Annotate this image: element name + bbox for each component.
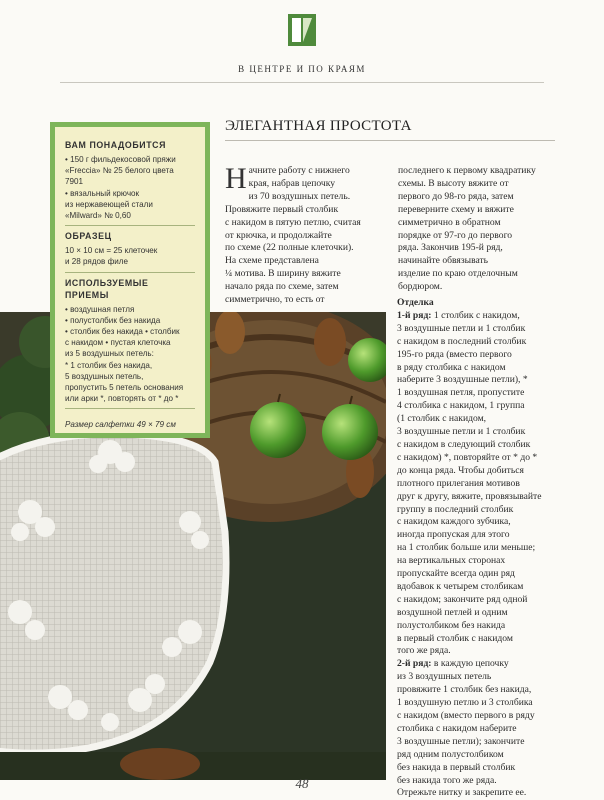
text-line: последнего к первому квадратику bbox=[398, 165, 536, 176]
text-line: от крючка, и продолжайте bbox=[225, 229, 332, 241]
text-line: Отрежьте нитку и закрепите ее. bbox=[397, 787, 527, 799]
materials-line: из нержавеющей стали bbox=[65, 199, 153, 209]
text-line: с накидом в последний столбик bbox=[397, 335, 527, 347]
text-line: порядке от 97-го до первого bbox=[398, 229, 513, 241]
text-line: плотного прилегания мотивов bbox=[397, 477, 520, 489]
sidebar-divider bbox=[65, 225, 195, 226]
text-line: ряда. Закончив 195-й ряд, bbox=[398, 242, 503, 254]
text-line: симметрично в обратном bbox=[398, 216, 501, 228]
gauge-heading: ОБРАЗЕЦ bbox=[65, 231, 112, 242]
text-line: 4 столбика с накидом, 1 группа bbox=[397, 400, 525, 412]
page-number: 48 bbox=[295, 776, 309, 791]
text-line: из 70 воздушных петель. bbox=[248, 190, 351, 202]
text-line: с накидом) *, повторяйте от * до * bbox=[397, 451, 538, 463]
materials-line: «Milward» № 0,60 bbox=[65, 210, 131, 220]
text-line: 1 воздушную петлю и 3 столбика bbox=[397, 697, 533, 709]
text-line: 3 воздушные петли и 1 столбик bbox=[397, 426, 526, 438]
article-title: ЭЛЕГАНТНАЯ ПРОСТОТА bbox=[225, 118, 412, 134]
text-line: без накида в первый столбик bbox=[397, 761, 516, 773]
section-divider bbox=[60, 82, 544, 83]
text-line: воздушной петлей и одним bbox=[397, 606, 508, 618]
technique-line: * 1 столбик без накида, bbox=[65, 360, 153, 370]
text-line: 3 воздушные петли и 1 столбик bbox=[397, 322, 526, 334]
technique-line: • полустолбик без накида bbox=[65, 315, 161, 325]
text-line: на вертикальных сторонах bbox=[397, 555, 506, 567]
gauge-line: и 28 рядов филе bbox=[65, 257, 128, 267]
text-line: на 1 столбик больше или меньше; bbox=[397, 542, 536, 554]
text-line: с накидом; закончите ряд одной bbox=[397, 593, 528, 605]
sidebar-content bbox=[55, 127, 205, 433]
text-line: с накидом каждого зубчика, bbox=[397, 516, 511, 528]
text-line: ряд одним полустолбиком bbox=[397, 748, 504, 760]
materials-line: • 150 г фильдекосовой пряжи bbox=[65, 155, 176, 165]
materials-sidebar bbox=[50, 122, 210, 438]
materials-line: 7901 bbox=[65, 177, 84, 187]
article-column-1 bbox=[225, 162, 390, 307]
text-line: с накидом (вместо первого в ряду bbox=[397, 710, 535, 721]
text-line: того же ряда. bbox=[397, 645, 451, 657]
finishing-section bbox=[397, 297, 563, 800]
text-line: первого до 98-го ряда, затем bbox=[398, 190, 514, 202]
text-line: с накидом в пятую петлю, считая bbox=[225, 216, 361, 228]
text-line: провяжите 1 столбик без накида, bbox=[397, 684, 532, 696]
text-line: начало ряда по схеме, затем bbox=[225, 281, 339, 293]
drop-cap: Н bbox=[225, 162, 247, 195]
technique-line: 5 воздушных петель, bbox=[65, 371, 144, 381]
technique-line: • воздушная петля bbox=[65, 304, 135, 314]
text-line: изделие по краю отделочным bbox=[398, 268, 518, 280]
row-1-label: 1-й ряд: bbox=[397, 309, 432, 321]
sidebar-divider bbox=[65, 272, 195, 273]
text-segment: 1 столбик с накидом, bbox=[431, 309, 520, 321]
text-line: (1 столбик с накидом, bbox=[397, 413, 487, 425]
text-line bbox=[397, 658, 563, 671]
text-segment: в каждую цепочку bbox=[431, 658, 509, 670]
text-line: столбика с накидом наберите bbox=[397, 722, 517, 734]
text-line: друг к другу, вяжите, провязывайте bbox=[397, 490, 542, 502]
text-line: На схеме представлена bbox=[225, 255, 319, 267]
text-line: полустолбиком без накида bbox=[397, 619, 506, 631]
gauge-line: 10 × 10 см = 25 клеточек bbox=[65, 246, 158, 256]
text-line: 3 воздушные петли); закончите bbox=[397, 735, 525, 747]
title-divider bbox=[225, 140, 555, 141]
technique-line: из 5 воздушных петель: bbox=[65, 349, 154, 359]
technique-line: • столбик без накида • столбик bbox=[65, 327, 180, 337]
text-line: до конца ряда. Чтобы добиться bbox=[397, 464, 524, 476]
text-line: иногда пропуская для этого bbox=[397, 529, 510, 541]
materials-heading: ВАМ ПОНАДОБИТСЯ bbox=[65, 140, 167, 150]
size-note: Размер салфетки 49 × 79 см bbox=[65, 420, 176, 430]
text-line: симметрично, то есть от bbox=[225, 294, 325, 306]
text-line: начинайте обвязывать bbox=[398, 255, 489, 267]
text-line bbox=[397, 310, 563, 323]
article-column-2 bbox=[398, 165, 563, 294]
finishing-heading: Отделка bbox=[397, 297, 434, 308]
text-line: 195-го ряда (вместо первого bbox=[397, 348, 512, 360]
row-2-label: 2-й ряд: bbox=[397, 658, 432, 670]
text-line: с накидом в следующий столбик bbox=[397, 438, 531, 450]
text-line: вдобавок к четырем столбикам bbox=[397, 580, 524, 592]
sidebar-divider bbox=[65, 408, 195, 409]
text-line: схемы. В высоту вяжите от bbox=[398, 177, 509, 189]
text-line: в ряду столбика с накидом bbox=[397, 361, 506, 373]
text-line: 1 воздушная петля, пропустите bbox=[397, 387, 525, 399]
text-line: без накида того же ряда. bbox=[397, 774, 497, 786]
technique-line: с накидом • пустая клеточка bbox=[65, 338, 171, 348]
text-line: ¼ мотива. В ширину вяжите bbox=[225, 268, 341, 280]
materials-line: «Freccia» № 25 белого цвета bbox=[65, 166, 174, 176]
techniques-heading: ИСПОЛЬЗУЕМЫЕ ПРИЕМЫ bbox=[65, 277, 149, 300]
technique-line: пропустить 5 петель основания bbox=[65, 382, 184, 392]
technique-line: или арки *, повторять от * до * bbox=[65, 394, 179, 403]
section-label: В ЦЕНТРЕ И ПО КРАЯМ bbox=[238, 64, 366, 74]
text-line: бордюром. bbox=[398, 281, 443, 293]
text-line: Провяжите первый столбик bbox=[225, 203, 339, 215]
text-line: ачните работу с нижнего bbox=[248, 165, 350, 176]
text-line: наберите 3 воздушные петли), * bbox=[397, 374, 528, 386]
book-logo-icon bbox=[288, 14, 316, 46]
text-line: по схеме (22 полные клеточки). bbox=[225, 242, 354, 254]
text-line: пропускайте всегда один ряд bbox=[397, 568, 515, 580]
materials-line: • вязальный крючок bbox=[65, 188, 140, 198]
text-line: группу в последний столбик bbox=[397, 503, 514, 515]
text-line: из 3 воздушных петель bbox=[397, 671, 492, 683]
text-line: в первый столбик с накидом bbox=[397, 632, 513, 644]
text-line: переверните схему и вяжите bbox=[398, 203, 514, 215]
text-line: края, набрав цепочку bbox=[248, 177, 336, 189]
